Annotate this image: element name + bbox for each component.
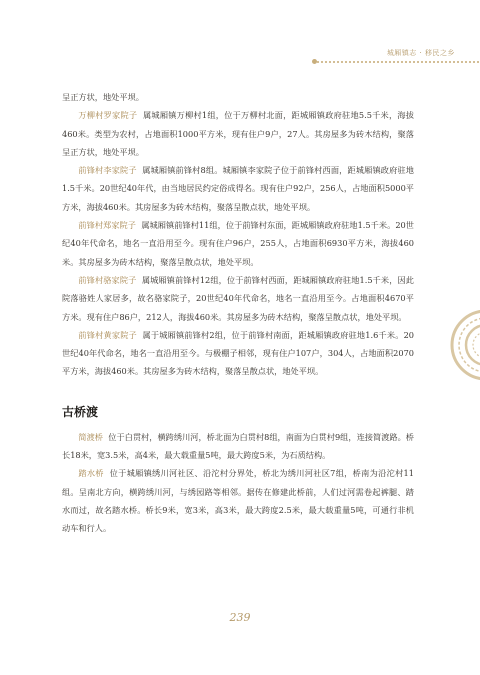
section-title: 古桥渡 [62,404,99,419]
entry-text: 属城厢镇万柳村1组，位于万柳村北面，距城厢镇政府驻地5.5千米，海拔460米。类型为农村，占地面积1000平方米，现有住户9户，27人。其房屋多为砖木结构，聚落呈正方状，地处平坝。 [62,110,414,157]
entry-text: 属城厢镇前锋村12组，位于前锋村西面，距城厢镇政府驻地1.5千米，因此院落骆姓人家居多，故名骆家院子，20世纪40年代命名，地名一直沿用至今。占地面积4670平方米。现有住户86户，212人，海拔460米。其房屋多为砖木结构，聚落呈散点状，地处平坝。 [62,274,414,322]
entry-paragraph [62,216,414,271]
entry-text: 属城厢镇前锋村8组。城厢镇李家院子位于前锋村西面，距城厢镇政府驻地1.5千米。20世纪40年代，由当地居民约定俗成得名。现有住户92户，256人，占地面积5000平方米，海拔460米。其房屋多为砖木结构，聚落呈散点状，地处平坝。 [62,165,414,212]
entry-paragraph [62,106,414,161]
header-dotted-rule [316,60,480,64]
decorative-ring-ornament [446,305,480,385]
entry-text: 属城厢镇前锋村11组，位于前锋村东面，距城厢镇政府驻地1.5千米。20世纪40年代命名，地名一直沿用至今。现有住户96户，255人，占地面积6930平方米，海拔460米。其房屋多为砖木结构，聚落呈散点状，地处平坝。 [62,220,414,267]
entry-paragraph [62,428,414,465]
entry-paragraph [62,464,414,537]
entry-term: 前锋村黄家院子 [78,329,137,340]
entry-term: 前锋村骆家院子 [78,274,137,285]
page-number: 239 [229,611,251,624]
running-header: 城厢镇志 · 移民之乡 [386,49,455,57]
entry-term: 前锋村郑家院子 [78,220,137,231]
entry-term: 前锋村李家院子 [78,165,137,176]
entry-paragraph [62,88,414,106]
entry-term: 简渡桥 [78,431,103,442]
entry-paragraph [62,161,414,216]
page-body [62,88,414,538]
entry-term: 踏水桥 [78,468,104,479]
entry-text: 属于城厢镇前锋村2组，位于前锋村南面，距城厢镇政府驻地1.6千米。20世纪40年代命名，地名一直沿用至今。与极棚子相邻，现有住户107户，304人，占地面积2070平方米，海拔460米。其房屋多为砖木结构，聚落呈散点状，地处平坝。 [62,329,414,377]
entry-list [62,88,414,381]
entry-text: 呈正方状，地处平坝。 [62,92,144,102]
section-entry-list [62,428,414,538]
entry-text: 位于白贯村，横跨绣川河，桥北面为白贯村8组，南面为白贯村9组，连接简渡路。桥长18米，宽3.5米，高4米，最大载重量5吨，最大跨度5米，为石质结构。 [62,431,414,461]
entry-text: 位于城厢镇绣川河社区、沿沱村分界处，桥北为绣川河社区7组，桥南为沿沱村11组。呈南北方向，横跨绣川河，与绣园路等相邻。据传在修建此桥前，人们过河需卷起裤腿、踏水而过，故名踏水桥。桥长9米，宽3米，高3米，最大跨度2.5米，最大载重量5吨，可通行非机动车和行人。 [62,468,414,534]
entry-term: 万柳村罗家院子 [78,110,138,121]
entry-paragraph [62,326,414,381]
entry-paragraph [62,271,414,326]
